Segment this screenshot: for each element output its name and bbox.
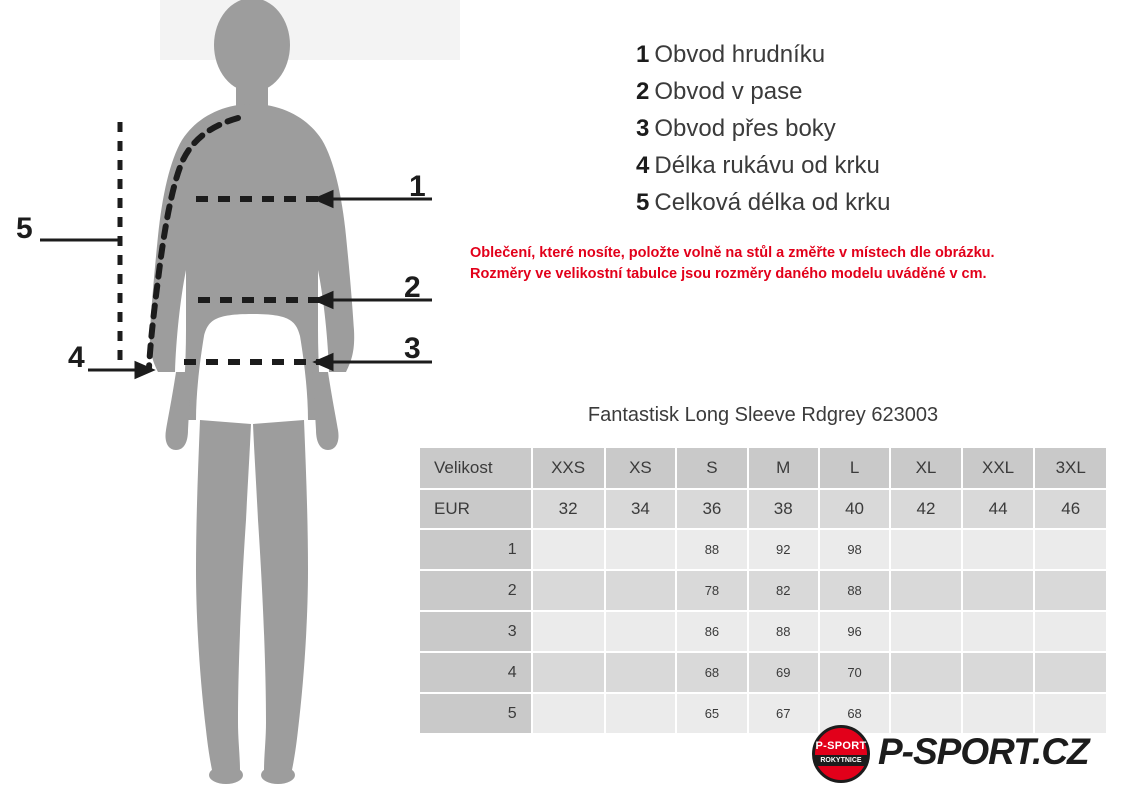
marker-5: 5 (16, 212, 33, 245)
legend-item-3-number: 3 (636, 115, 650, 142)
psport-badge-icon (812, 725, 870, 783)
cell-3-l: 96 (819, 611, 890, 652)
cell-1-3xl (1034, 529, 1107, 570)
cell-5-l: 68 (819, 693, 890, 734)
eur-m: 38 (748, 489, 819, 529)
cell-4-m: 69 (748, 652, 819, 693)
eur-3xl: 46 (1034, 489, 1107, 529)
cell-2-3xl (1034, 570, 1107, 611)
brand-logo (812, 725, 1102, 783)
cell-4-xl (890, 652, 962, 693)
legend-item-1 (636, 36, 1106, 73)
cell-4-xxs (532, 652, 605, 693)
header-cell-xs: XS (605, 447, 677, 489)
legend-item-5-label: Celková délka od krku (654, 189, 891, 216)
legend-item-1-number: 1 (636, 41, 650, 68)
legend-item-5 (636, 184, 1106, 221)
eur-xxs: 32 (532, 489, 605, 529)
eur-xs: 34 (605, 489, 677, 529)
badge-top-text: P-SPORT (815, 740, 867, 752)
table-row (419, 652, 1107, 693)
body-silhouette (150, 0, 354, 784)
cell-4-s: 68 (676, 652, 747, 693)
legend-item-5-number: 5 (636, 189, 650, 216)
cell-1-xxs (532, 529, 605, 570)
cell-1-l: 98 (819, 529, 890, 570)
legend-item-1-label: Obvod hrudníku (654, 41, 826, 68)
table-row (419, 529, 1107, 570)
cell-2-m: 82 (748, 570, 819, 611)
row-label-3: 3 (419, 611, 532, 652)
header-cell-xl: XL (890, 447, 962, 489)
cell-4-xs (605, 652, 677, 693)
legend-item-3-label: Obvod přes boky (654, 115, 836, 142)
row-label-4: 4 (419, 652, 532, 693)
eur-l: 40 (819, 489, 890, 529)
row-label-5: 5 (419, 693, 532, 734)
header-cell-xxs: XXS (532, 447, 605, 489)
cell-1-m: 92 (748, 529, 819, 570)
eur-xl: 42 (890, 489, 962, 529)
cell-5-xs (605, 693, 677, 734)
cell-5-m: 67 (748, 693, 819, 734)
cell-1-xs (605, 529, 677, 570)
body-diagram-svg (0, 0, 470, 794)
row-label-2: 2 (419, 570, 532, 611)
badge-bottom-text: ROKYTNICE (815, 755, 867, 766)
table-row-eur (419, 489, 1107, 529)
measurement-note-line-2: Rozměry ve velikostní tabulce jsou rozměry daného modelu uváděné v cm. (470, 266, 987, 282)
cell-3-3xl (1034, 611, 1107, 652)
cell-4-l: 70 (819, 652, 890, 693)
cell-3-xxs (532, 611, 605, 652)
legend-item-2-label: Obvod v pase (654, 78, 803, 105)
header-cell-xxl: XXL (962, 447, 1035, 489)
header-cell-s: S (676, 447, 747, 489)
legend-item-4-number: 4 (636, 152, 650, 179)
brand-logo-text: P-SPORT.CZ (878, 731, 1089, 772)
legend-item-4-label: Délka rukávu od krku (654, 152, 880, 179)
cell-2-s: 78 (676, 570, 747, 611)
legend-item-4 (636, 147, 1106, 184)
cell-3-xxl (962, 611, 1035, 652)
legend-item-3 (636, 110, 1106, 147)
table-row (419, 611, 1107, 652)
cell-1-xl (890, 529, 962, 570)
row-label-1: 1 (419, 529, 532, 570)
header-cell-m: M (748, 447, 819, 489)
cell-3-xs (605, 611, 677, 652)
cell-5-xxs (532, 693, 605, 734)
cell-1-xxl (962, 529, 1035, 570)
cell-2-xl (890, 570, 962, 611)
cell-2-xs (605, 570, 677, 611)
legend-list (636, 36, 1106, 221)
marker-4: 4 (68, 341, 85, 374)
cell-1-s: 88 (676, 529, 747, 570)
size-table-head (419, 447, 1107, 489)
cell-2-l: 88 (819, 570, 890, 611)
size-table-body (419, 489, 1107, 734)
cell-3-m: 88 (748, 611, 819, 652)
cell-2-xxs (532, 570, 605, 611)
size-table (418, 446, 1108, 735)
eur-label: EUR (419, 489, 532, 529)
cell-3-xl (890, 611, 962, 652)
cell-3-s: 86 (676, 611, 747, 652)
header-cell-size: Velikost (419, 447, 532, 489)
cell-4-xxl (962, 652, 1035, 693)
marker-2: 2 (404, 271, 421, 304)
measurement-note-line-1: Oblečení, které nosíte, položte volně na stůl a změřte v místech dle obrázku. (470, 245, 995, 261)
cell-5-s: 65 (676, 693, 747, 734)
measurement-figure (0, 0, 470, 794)
legend-item-2 (636, 73, 1106, 110)
cell-4-3xl (1034, 652, 1107, 693)
measurement-note (470, 243, 1110, 285)
product-title: Fantastisk Long Sleeve Rdgrey 623003 (587, 404, 939, 426)
marker-1: 1 (409, 170, 426, 203)
table-row (419, 570, 1107, 611)
table-header-row (419, 447, 1107, 489)
marker-3: 3 (404, 332, 421, 365)
header-cell-l: L (819, 447, 890, 489)
legend-item-2-number: 2 (636, 78, 650, 105)
eur-xxl: 44 (962, 489, 1035, 529)
cell-2-xxl (962, 570, 1035, 611)
eur-s: 36 (676, 489, 747, 529)
header-cell-3xl: 3XL (1034, 447, 1107, 489)
